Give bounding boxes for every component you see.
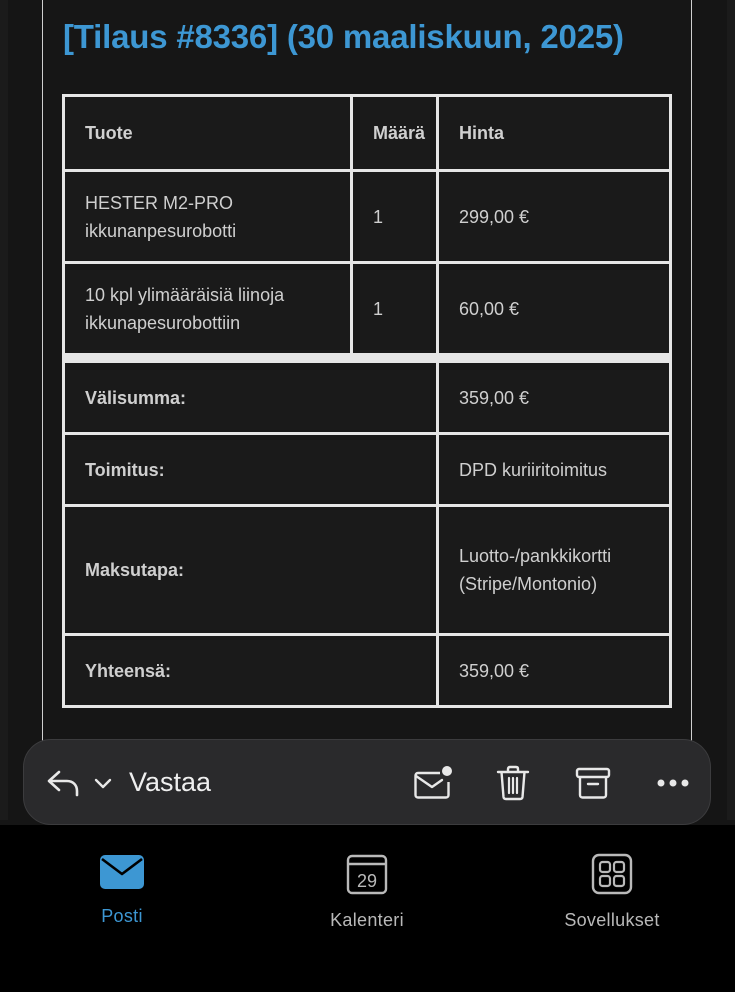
more-icon <box>656 778 690 788</box>
calendar-day: 29 <box>356 871 378 891</box>
tab-mail[interactable] <box>42 853 202 927</box>
item-quantity: 1 <box>352 171 438 263</box>
summary-row-shipping <box>64 434 671 506</box>
table-row <box>64 171 671 263</box>
summary-row-payment <box>64 506 671 635</box>
left-margin <box>0 0 8 820</box>
order-table <box>62 94 672 708</box>
right-margin <box>727 0 735 820</box>
tab-calendar[interactable] <box>287 853 447 931</box>
item-product: HESTER M2-PRO ikkunanpesurobotti <box>64 171 352 263</box>
reply-label[interactable]: Vastaa <box>129 767 212 797</box>
subtotal-label: Välisumma: <box>64 362 438 434</box>
summary-row-subtotal <box>64 362 671 434</box>
apps-grid-icon <box>591 853 633 895</box>
table-row <box>64 263 671 355</box>
header-product: Tuote <box>64 96 352 171</box>
item-price: 60,00 € <box>438 263 671 355</box>
tab-mail-label: Posti <box>101 906 143 926</box>
tab-apps[interactable] <box>532 853 692 931</box>
item-price: 299,00 € <box>438 171 671 263</box>
delete-button[interactable] <box>488 740 538 826</box>
header-quantity: Määrä <box>352 96 438 171</box>
reply-button[interactable] <box>38 740 88 826</box>
mark-unread-icon <box>412 765 454 801</box>
table-divider <box>64 355 671 362</box>
total-label: Yhteensä: <box>64 635 438 707</box>
item-quantity: 1 <box>352 263 438 355</box>
shipping-label: Toimitus: <box>64 434 438 506</box>
reply-icon <box>45 768 81 798</box>
calendar-icon <box>346 853 388 895</box>
archive-button[interactable] <box>568 740 618 826</box>
summary-row-total <box>64 635 671 707</box>
item-product: 10 kpl ylimääräisiä liinoja ikkunapesurobottiin <box>64 263 352 355</box>
total-value: 359,00 € <box>438 635 671 707</box>
message-action-toolbar <box>23 739 711 825</box>
chevron-down-icon <box>93 776 113 790</box>
header-price: Hinta <box>438 96 671 171</box>
payment-label: Maksutapa: <box>64 506 438 635</box>
trash-icon <box>495 764 531 802</box>
payment-value: Luotto-/pankkikortti (Stripe/Montonio) <box>438 506 671 635</box>
bottom-tab-bar <box>0 825 735 992</box>
tab-calendar-label: Kalenteri <box>330 910 404 930</box>
mail-icon <box>99 853 145 891</box>
more-button[interactable] <box>648 740 698 826</box>
mark-unread-button[interactable] <box>408 740 458 826</box>
reply-options-button[interactable] <box>88 740 118 826</box>
order-title: [Tilaus #8336] (30 maaliskuun, 2025) <box>63 18 624 55</box>
subtotal-value: 359,00 € <box>438 362 671 434</box>
archive-icon <box>574 765 612 801</box>
table-header-row <box>64 96 671 171</box>
shipping-value: DPD kuriiritoimitus <box>438 434 671 506</box>
tab-apps-label: Sovellukset <box>564 910 660 930</box>
